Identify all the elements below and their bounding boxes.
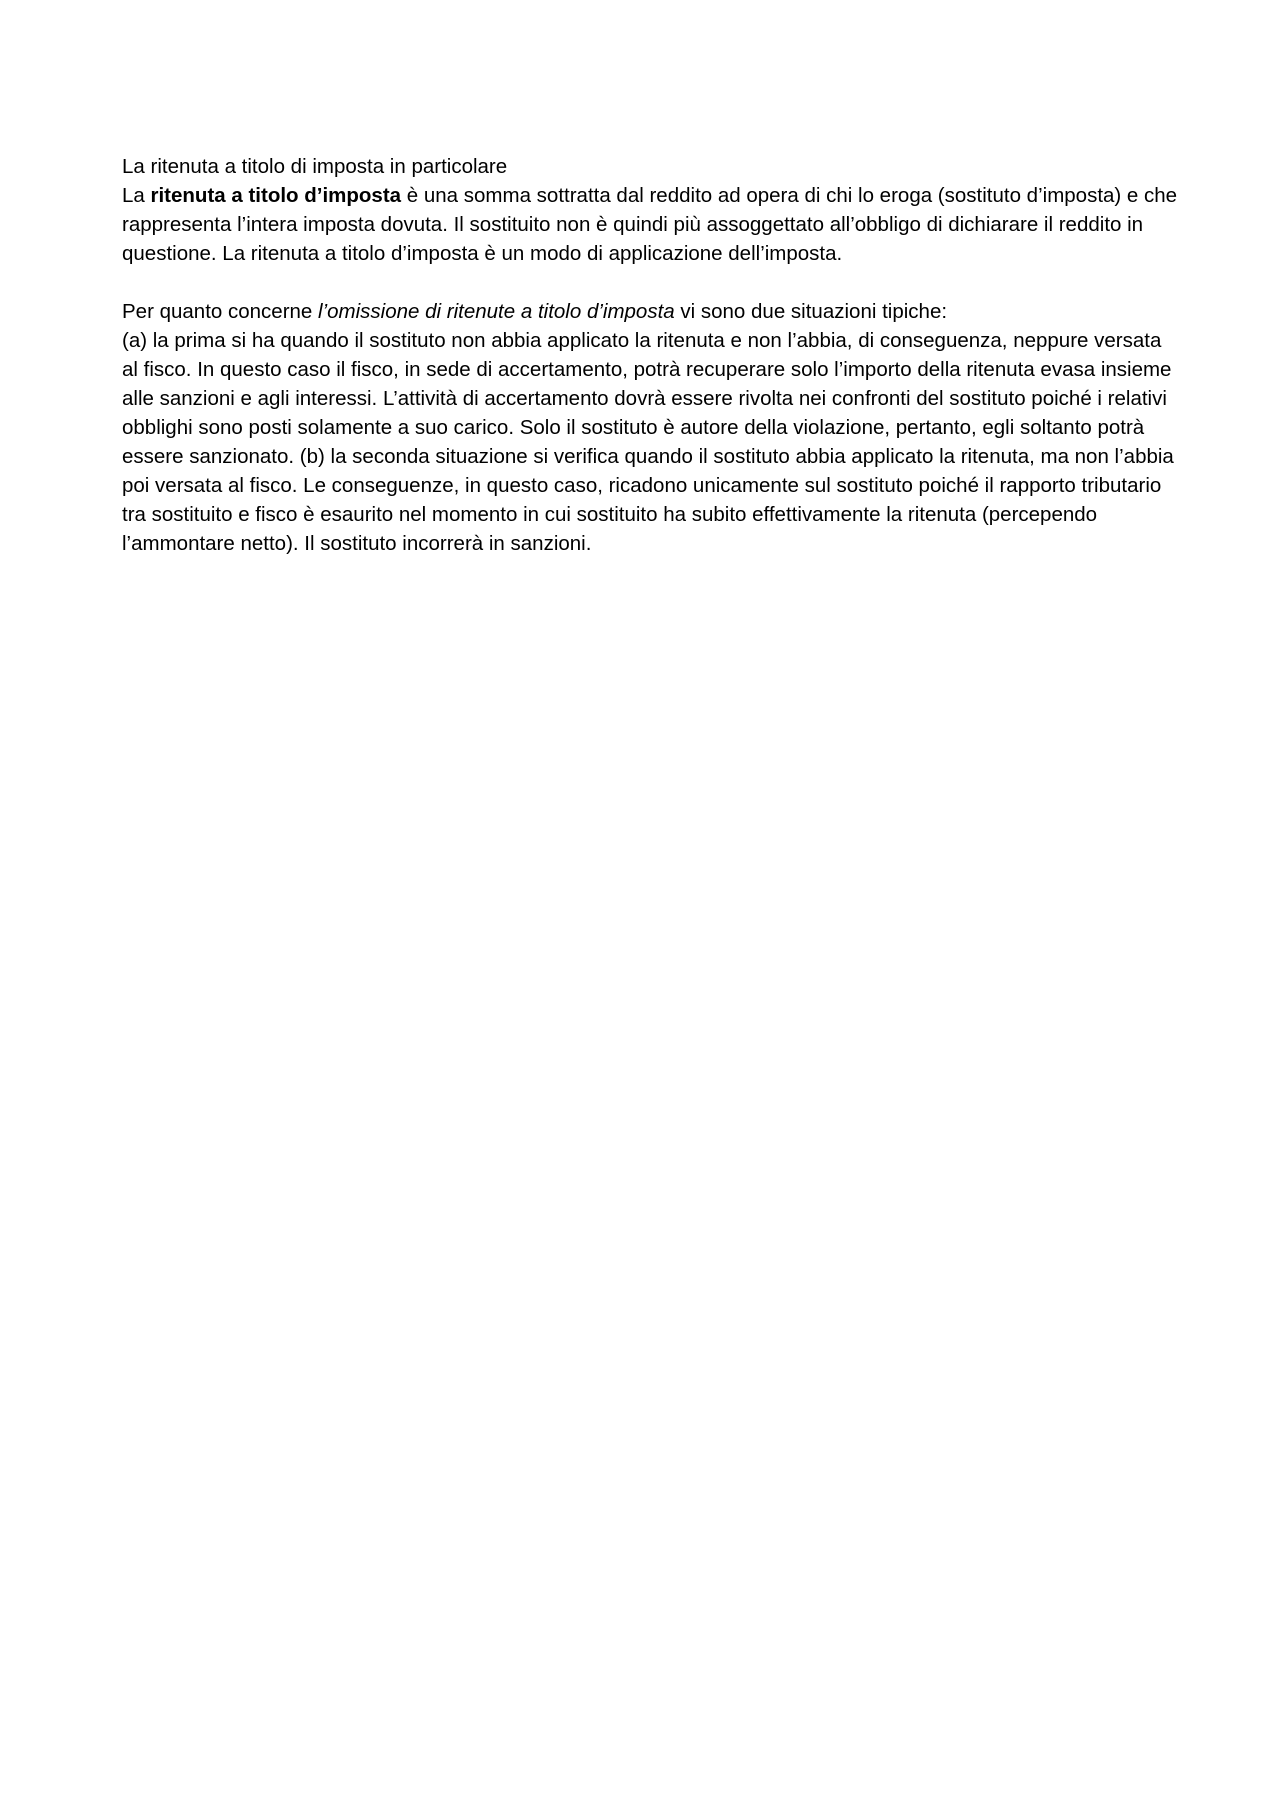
paragraph-definition-prefix: La <box>122 184 151 207</box>
paragraph-definition-rest: è una somma sottratta dal reddito ad opera di chi lo eroga (sostituto d’imposta) e che rappresenta l’intera imposta dovuta. Il sostituito non è quindi più assoggettato all’obbligo di dichiarare il reddito in questione. La ritenuta a titolo d’imposta è un modo di applicazione dell’imposta. <box>122 184 1178 265</box>
document-heading: La ritenuta a titolo di imposta in particolare <box>122 155 508 178</box>
italic-term: l’omissione di ritenute a titolo d’imposta <box>318 300 675 323</box>
document-body <box>122 152 1182 558</box>
bold-term: ritenuta a titolo d’imposta <box>150 184 402 207</box>
paragraph-definition <box>122 181 1182 268</box>
paragraph-spacer <box>122 268 1182 297</box>
paragraph-omission-prefix: Per quanto concerne <box>122 300 319 323</box>
paragraph-omission-suffix: vi sono due situazioni tipiche: <box>674 300 948 323</box>
paragraph-omission-intro <box>122 297 1182 326</box>
paragraph-situations: (a) la prima si ha quando il sostituto non abbia applicato la ritenuta e non l’abbia, di conseguenza, neppure versata al fisco. In questo caso il fisco, in sede di accertamento, potrà recuperare solo l’importo della ritenuta evasa insieme alle sanzioni e agli interessi. L’attività di accertamento dovrà essere rivolta nei confronti del sostituto poiché i relativi obblighi sono posti solamente a suo carico. Solo il sostituto è autore della violazione, pertanto, egli soltanto potrà essere sanzionato. (b) la seconda situazione si verifica quando il sostituto abbia applicato la ritenuta, ma non l’abbia poi versata al fisco. Le conseguenze, in questo caso, ricadono unicamente sul sostituto poiché il rapporto tributario tra sostituito e fisco è esaurito nel momento in cui sostituito ha subito effettivamente la ritenuta (percependo l’ammontare netto). Il sostituto incorrerà in sanzioni. <box>122 329 1174 555</box>
